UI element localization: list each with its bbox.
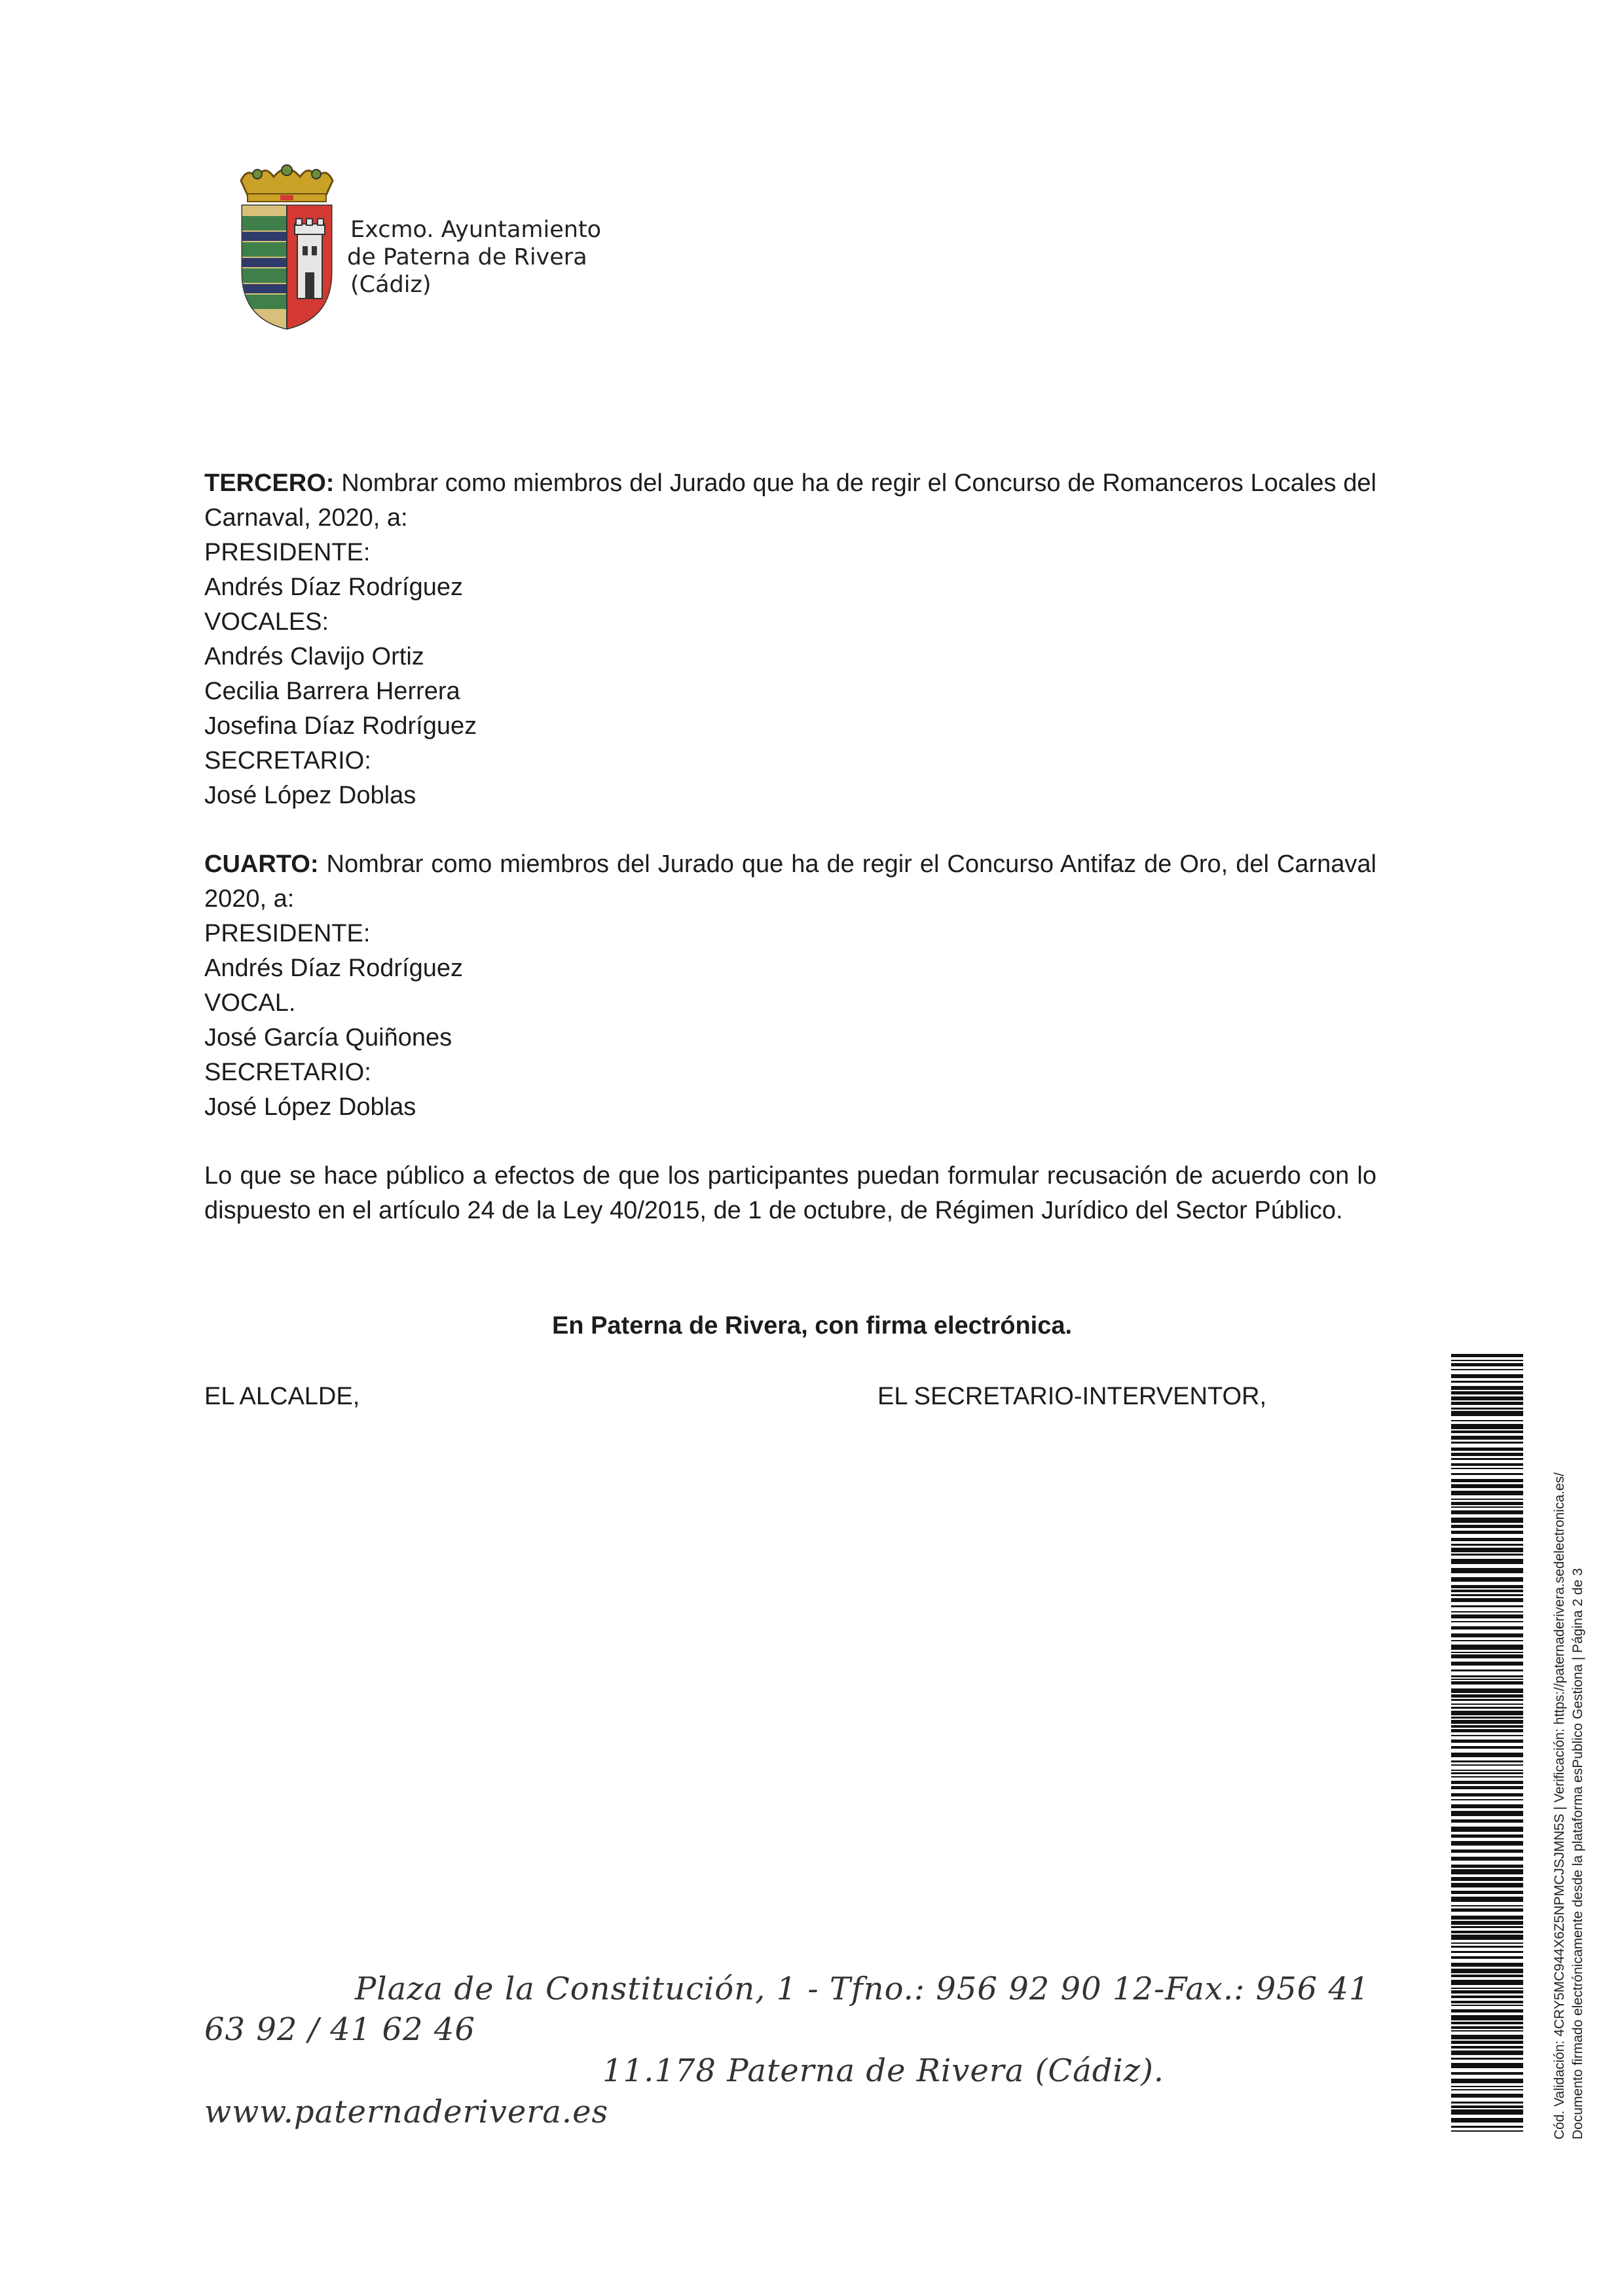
- barcode-bar: [1451, 1770, 1523, 1771]
- barcode-bar: [1451, 1590, 1523, 1592]
- barcode-bar: [1451, 1969, 1523, 1973]
- barcode-bar: [1451, 1995, 1523, 1998]
- barcode-bar: [1451, 2109, 1523, 2115]
- barcode-bar: [1451, 1799, 1523, 1800]
- signature-mayor: EL ALCALDE,: [204, 1383, 360, 1410]
- barcode-bar: [1451, 1827, 1523, 1832]
- cuarto-line: Andrés Díaz Rodríguez: [204, 955, 463, 982]
- barcode-bar: [1451, 1662, 1523, 1666]
- barcode-bar: [1451, 1891, 1523, 1894]
- barcode-bar: [1451, 1463, 1523, 1466]
- barcode-bar: [1451, 1753, 1523, 1757]
- barcode-bar: [1451, 1675, 1523, 1677]
- barcode-bar: [1451, 1430, 1523, 1433]
- barcode-bar: [1451, 1764, 1523, 1766]
- barcode-bar: [1451, 2086, 1523, 2087]
- validation-text: [1551, 1472, 1587, 2140]
- barcode-bar: [1451, 1518, 1523, 1523]
- barcode-bar: [1451, 1645, 1523, 1650]
- barcode-bar: [1451, 1841, 1523, 1846]
- barcode-bar: [1451, 1468, 1523, 1469]
- barcode-bar: [1451, 2035, 1523, 2039]
- barcode-bar: [1451, 1834, 1523, 1838]
- tercero-label: TERCERO:: [204, 469, 335, 497]
- cuarto-line: PRESIDENTE:: [204, 920, 371, 947]
- barcode-bar: [1451, 1554, 1523, 1556]
- barcode-bar: [1451, 1633, 1523, 1637]
- barcode-bar: [1451, 1786, 1523, 1789]
- footer-city: 11.178 Paterna de Rivera (Cádiz).: [602, 2052, 1165, 2089]
- barcode-bar: [1451, 1988, 1523, 1989]
- tercero-line: PRESIDENTE:: [204, 539, 371, 566]
- barcode-bar: [1451, 1963, 1523, 1967]
- barcode-bar: [1451, 1548, 1523, 1552]
- barcode-bar: [1451, 1704, 1523, 1705]
- footer-address: Plaza de la Constitución, 1 - Tfno.: 956 92 90 12-Fax.: 956 41: [355, 1971, 1370, 2007]
- barcode-bar: [1451, 1857, 1523, 1861]
- barcode-bar: [1451, 1865, 1523, 1868]
- barcode-bar: [1451, 1506, 1523, 1508]
- barcode-bar: [1451, 1694, 1523, 1698]
- barcode-bar: [1451, 1499, 1523, 1500]
- barcode-bar: [1451, 1869, 1523, 1874]
- barcode-bar: [1451, 1369, 1523, 1370]
- barcode-bar: [1451, 1621, 1523, 1622]
- barcode-bar: [1451, 1921, 1523, 1925]
- barcode-bar: [1451, 2015, 1523, 2020]
- barcode-bar: [1451, 1916, 1523, 1920]
- coat-of-arms-logo: [234, 161, 339, 331]
- cuarto-line: José García Quiñones: [204, 1024, 452, 1051]
- barcode-bar: [1451, 2063, 1523, 2068]
- barcode-bar: [1451, 1354, 1523, 1357]
- barcode-bar: [1451, 1931, 1523, 1933]
- barcode-bar: [1451, 1510, 1523, 1514]
- barcode-bar: [1451, 1502, 1523, 1505]
- barcode-bar: [1451, 1473, 1523, 1475]
- barcode-bar: [1451, 1458, 1523, 1460]
- footer-website: www.paternaderivera.es: [204, 2094, 609, 2130]
- barcode-bar: [1451, 1717, 1523, 1719]
- barcode-bar: [1451, 1740, 1523, 1743]
- barcode-bar: [1451, 1804, 1523, 1808]
- barcode-bar: [1451, 1897, 1523, 1902]
- barcode-bar: [1451, 1746, 1523, 1749]
- barcode-bar: [1451, 2046, 1523, 2049]
- tercero-line: SECRETARIO:: [204, 747, 371, 774]
- barcode-bar: [1451, 1735, 1523, 1736]
- barcode-bar: [1451, 1652, 1523, 1653]
- barcode-bar: [1451, 1942, 1523, 1944]
- barcode-bar: [1451, 1725, 1523, 1728]
- barcode-bar: [1451, 1946, 1523, 1948]
- barcode-bar: [1451, 1956, 1523, 1959]
- barcode-bar: [1451, 1776, 1523, 1777]
- barcode-bar: [1451, 2118, 1523, 2123]
- barcode-bar: [1451, 2058, 1523, 2060]
- tercero-paragraph: [204, 466, 1376, 536]
- barcode-bar: [1451, 1781, 1523, 1784]
- barcode-bar: [1451, 1374, 1523, 1378]
- barcode-bar: [1451, 2041, 1523, 2044]
- barcode-bar: [1451, 1381, 1523, 1383]
- barcode-bar: [1451, 1577, 1523, 1582]
- barcode-bar: [1451, 2094, 1523, 2098]
- barcode-bar: [1451, 2050, 1523, 2055]
- document-body: [204, 466, 1376, 1228]
- barcode-bar: [1451, 1908, 1523, 1912]
- cuarto-line: VOCAL.: [204, 989, 296, 1017]
- barcode-bar: [1451, 1711, 1523, 1715]
- barcode-bar: [1451, 2130, 1523, 2132]
- barcode-bar: [1451, 1363, 1523, 1366]
- barcode-bar: [1451, 1420, 1523, 1421]
- barcode-bar: [1451, 1990, 1523, 1994]
- barcode-bar: [1451, 1491, 1523, 1495]
- barcode-bar: [1451, 1707, 1523, 1709]
- barcode-bar: [1451, 1402, 1523, 1405]
- org-line-2: de Paterna de Rivera: [347, 244, 587, 270]
- barcode-bar: [1451, 1568, 1523, 1573]
- barcode-bar: [1451, 1760, 1523, 1762]
- tercero-line: Cecilia Barrera Herrera: [204, 678, 460, 705]
- barcode-bar: [1451, 1669, 1523, 1671]
- barcode-bar: [1451, 1408, 1523, 1410]
- barcode-bar: [1451, 1598, 1523, 1602]
- barcode-bar: [1451, 2105, 1523, 2108]
- org-line-1: Excmo. Ayuntamiento: [350, 217, 602, 243]
- barcode-bar: [1451, 1811, 1523, 1816]
- barcode-bar: [1451, 1883, 1523, 1887]
- cuarto-label: CUARTO:: [204, 850, 319, 878]
- barcode-bar: [1451, 2126, 1523, 2128]
- barcode-bar: [1451, 2079, 1523, 2083]
- barcode-bar: [1451, 1411, 1523, 1416]
- barcode-bar: [1451, 2005, 1523, 2006]
- barcode-bar: [1451, 1531, 1523, 1534]
- barcode-bar: [1451, 1688, 1523, 1693]
- barcode-bar: [1451, 1391, 1523, 1394]
- barcode-bar: [1451, 1819, 1523, 1823]
- barcode-bar: [1451, 2001, 1523, 2003]
- tercero-line: Andrés Díaz Rodríguez: [204, 574, 463, 601]
- barcode-bar: [1451, 1681, 1523, 1685]
- tercero-line: Josefina Díaz Rodríguez: [204, 712, 477, 740]
- barcode-bar: [1451, 1699, 1523, 1701]
- barcode-bar: [1451, 1538, 1523, 1541]
- validation-line-1: Cód. Validación: 4CRY5MC944X6Z5NPMCJSJMN5S | Verificación: https://paternaderivera.sedelectronica.es/: [1552, 1472, 1567, 2140]
- barcode-bar: [1451, 1396, 1523, 1400]
- barcode-bar: [1451, 1594, 1523, 1596]
- barcode-bar: [1451, 1926, 1523, 1928]
- shield-icon: [242, 206, 331, 330]
- tercero-line: José López Doblas: [204, 782, 416, 809]
- cuarto-line: José López Doblas: [204, 1093, 416, 1121]
- barcode-bar: [1451, 1850, 1523, 1853]
- organization-name: [347, 216, 601, 299]
- barcode-bar: [1451, 2072, 1523, 2075]
- barcode-bar: [1451, 1935, 1523, 1940]
- crown-icon: [241, 165, 333, 202]
- barcode-bar: [1451, 1386, 1523, 1390]
- barcode-bar: [1451, 1525, 1523, 1528]
- barcode-bar: [1451, 1793, 1523, 1796]
- tercero-line: VOCALES:: [204, 608, 329, 636]
- barcode-bar: [1451, 1640, 1523, 1641]
- barcode-bar: [1451, 1654, 1523, 1658]
- barcode-bar: [1451, 1611, 1523, 1613]
- barcode-bar: [1451, 1360, 1523, 1361]
- barcode-bar: [1451, 2102, 1523, 2104]
- org-line-3: (Cádiz): [350, 272, 432, 298]
- validation-barcode: [1451, 1354, 1523, 2134]
- barcode-bar: [1451, 2089, 1523, 2090]
- barcode-bar: [1451, 1679, 1523, 1680]
- barcode-bar: [1451, 1951, 1523, 1953]
- barcode-bar: [1451, 1980, 1523, 1985]
- footer-phones: 63 92 / 41 62 46: [204, 2011, 475, 2048]
- barcode-bar: [1451, 1975, 1523, 1977]
- signature-secretary: EL SECRETARIO-INTERVENTOR,: [877, 1383, 1267, 1410]
- barcode-bar: [1451, 1605, 1523, 1607]
- barcode-bar: [1451, 1448, 1523, 1451]
- barcode-bar: [1451, 1436, 1523, 1440]
- barcode-bar: [1451, 1544, 1523, 1546]
- barcode-bar: [1451, 1905, 1523, 1906]
- barcode-bar: [1451, 1479, 1523, 1482]
- barcode-bar: [1451, 1720, 1523, 1724]
- barcode-bar: [1451, 1442, 1523, 1444]
- barcode-bar: [1451, 2022, 1523, 2024]
- barcode-bar: [1451, 2026, 1523, 2029]
- tercero-line: Andrés Clavijo Ortiz: [204, 643, 424, 670]
- place-and-signature-note: En Paterna de Rivera, con firma electrónica.: [551, 1312, 1073, 1339]
- barcode-bar: [1451, 1772, 1523, 1774]
- barcode-bar: [1451, 2030, 1523, 2032]
- barcode-bar: [1451, 1585, 1523, 1588]
- barcode-bar: [1451, 1729, 1523, 1732]
- closing-paragraph: Lo que se hace público a efectos de que los participantes puedan formular recusación de acuerdo con lo dispuesto en el artículo 24 de la Ley 40/2015, de 1 de octubre, de Régimen Jurídico del Sector Público.: [204, 1162, 1376, 1224]
- barcode-bar: [1451, 1424, 1523, 1429]
- barcode-bar: [1451, 1453, 1523, 1456]
- tercero-intro: Nombrar como miembros del Jurado que ha de regir el Concurso de Romanceros Locales del Carnaval, 2020, a:: [204, 469, 1377, 532]
- barcode-bar: [1451, 2009, 1523, 2013]
- barcode-bar: [1451, 1484, 1523, 1488]
- validation-line-2: Documento firmado electrónicamente desde la plataforma esPublico Gestiona | Página 2 de 3: [1570, 1568, 1585, 2140]
- barcode-bar: [1451, 1614, 1523, 1618]
- barcode-bar: [1451, 1626, 1523, 1630]
- cuarto-paragraph: [204, 847, 1376, 917]
- barcode-bar: [1451, 1877, 1523, 1881]
- cuarto-line: SECRETARIO:: [204, 1059, 371, 1086]
- barcode-bar: [1451, 1559, 1523, 1564]
- cuarto-intro: Nombrar como miembros del Jurado que ha de regir el Concurso Antifaz de Oro, del Carnaval 2020, a:: [204, 850, 1376, 913]
